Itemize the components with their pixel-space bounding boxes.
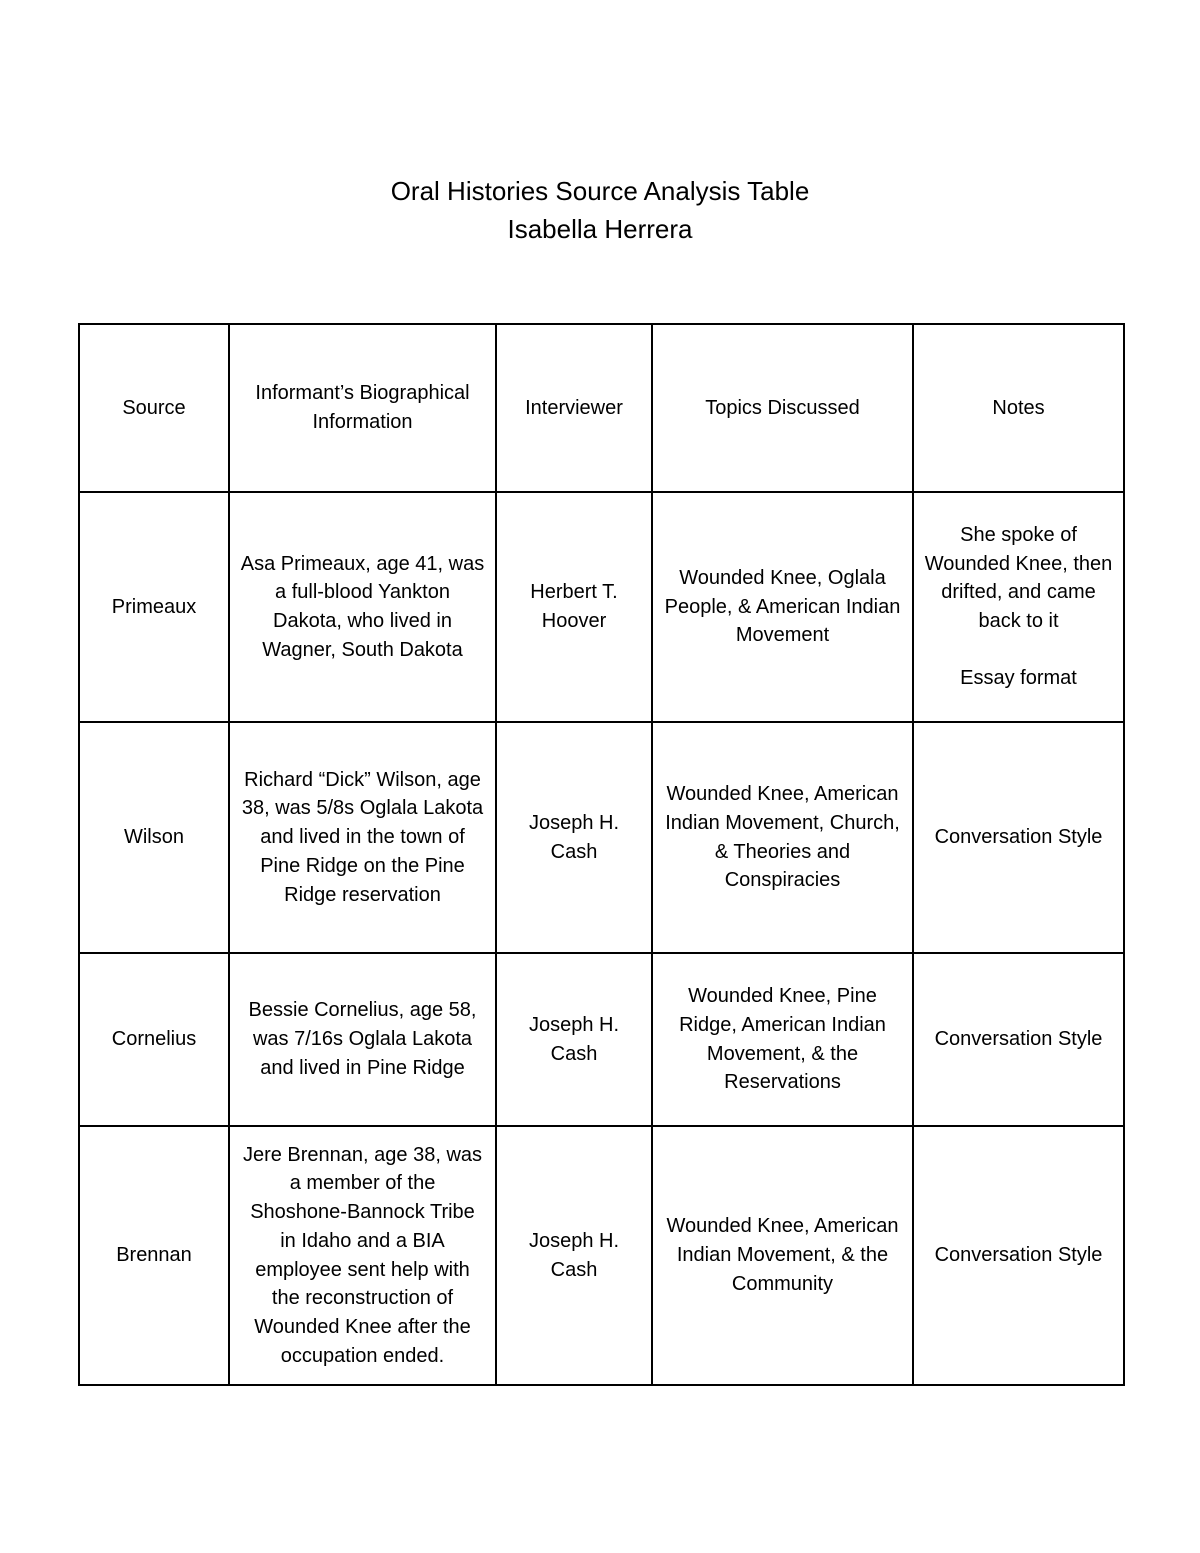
interviewer-cell: Joseph H. Cash	[496, 953, 652, 1126]
interviewer-cell: Joseph H. Cash	[496, 722, 652, 953]
header-interviewer: Interviewer	[496, 324, 652, 492]
source-analysis-table	[78, 323, 1125, 1386]
source-cell: Brennan	[79, 1126, 229, 1385]
notes-spacer	[924, 636, 1113, 665]
notes-cell: Conversation Style	[913, 953, 1124, 1126]
table-row	[79, 722, 1124, 953]
notes-text: She spoke of Wounded Knee, then drifted, and came back to it	[924, 523, 1113, 632]
topics-cell: Wounded Knee, American Indian Movement, & the Community	[652, 1126, 913, 1385]
header-notes: Notes	[913, 324, 1124, 492]
source-cell: Wilson	[79, 722, 229, 953]
source-cell: Primeaux	[79, 492, 229, 722]
bio-cell: Bessie Cornelius, age 58, was 7/16s Oglala Lakota and lived in Pine Ridge	[229, 953, 496, 1126]
header-bio-label: Informant’s Biographical Information	[255, 382, 470, 433]
header-topics: Topics Discussed	[652, 324, 913, 492]
table-header-row	[79, 324, 1124, 492]
bio-cell: Richard “Dick” Wilson, age 38, was 5/8s Oglala Lakota and lived in the town of Pine Ridge on the Pine Ridge reservation	[229, 722, 496, 953]
bio-cell: Jere Brennan, age 38, was a member of the Shoshone-Bannock Tribe in Idaho and a BIA employee sent help with the reconstruction of Wounded Knee after the occupation ended.	[229, 1126, 496, 1385]
interviewer-cell: Herbert T. Hoover	[496, 492, 652, 722]
notes-format: Essay format	[960, 667, 1077, 690]
table-row	[79, 1126, 1124, 1385]
topics-cell: Wounded Knee, American Indian Movement, Church, & Theories and Conspiracies	[652, 722, 913, 953]
table-row	[79, 492, 1124, 722]
notes-cell: Conversation Style	[913, 1126, 1124, 1385]
table-row	[79, 953, 1124, 1126]
header-source: Source	[79, 324, 229, 492]
header-bio	[229, 324, 496, 492]
source-cell: Cornelius	[79, 953, 229, 1126]
document-author: Isabella Herrera	[507, 214, 693, 244]
bio-cell: Asa Primeaux, age 41, was a full-blood Yankton Dakota, who lived in Wagner, South Dakota	[229, 492, 496, 722]
topics-cell: Wounded Knee, Pine Ridge, American Indian Movement, & the Reservations	[652, 953, 913, 1126]
document-header	[0, 172, 1200, 248]
interviewer-cell: Joseph H. Cash	[496, 1126, 652, 1385]
notes-cell: Conversation Style	[913, 722, 1124, 953]
document-title: Oral Histories Source Analysis Table	[390, 176, 810, 206]
topics-cell: Wounded Knee, Oglala People, & American Indian Movement	[652, 492, 913, 722]
notes-cell	[913, 492, 1124, 722]
